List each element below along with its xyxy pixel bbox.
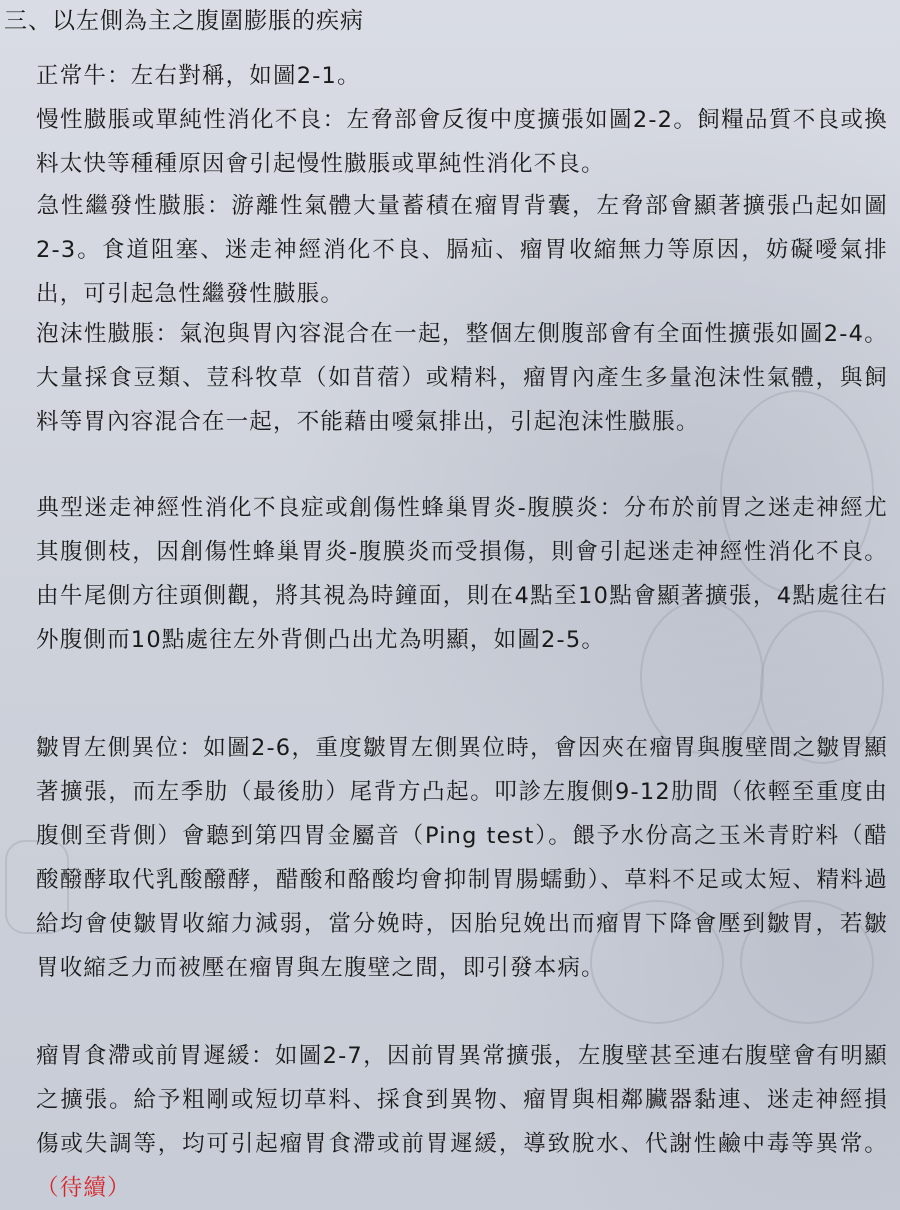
item-number [6, 54, 36, 98]
list-item-4 [6, 312, 888, 444]
item-number [6, 312, 36, 356]
item-number [6, 184, 36, 228]
item-number [6, 486, 36, 530]
section-heading: 三、以左側為主之腹圍膨脹的疾病 [4, 8, 364, 34]
item-text: 正常牛：左右對稱，如圖2-1。 [36, 63, 361, 89]
item-text: 急性繼發性臌脹：游離性氣體大量蓄積在瘤胃背囊，左脅部會顯著擴張凸起如圖2-3。食道阻塞、迷走神經消化不良、膈疝、瘤胃收縮無力等原因，妨礙噯氣排出，可引起急性繼發性臌脹。 [36, 193, 888, 307]
item-text: 瘤胃食滯或前胃遲緩：如圖2-7，因前胃異常擴張，左腹壁甚至連右腹壁會有明顯之擴張。給予粗剛或短切草料、採食到異物、瘤胃與相鄰臟器黏連、迷走神經損傷或失調等，均可引起瘤胃食滯或前胃遲緩，導致脫水、代謝性鹼中毒等異常。 [36, 1043, 888, 1157]
list-item-3 [6, 184, 888, 316]
item-text: 典型迷走神經性消化不良症或創傷性蜂巢胃炎-腹膜炎：分布於前胃之迷走神經尤其腹側枝，因創傷性蜂巢胃炎-腹膜炎而受損傷，則會引起迷走神經性消化不良。由牛尾側方往頭側觀，將其視為時鐘面，則在4點至10點會顯著擴張，4點處往右外腹側而10點處往左外背側凸出尤為明顯，如圖2-5。 [36, 495, 888, 653]
list-item-5 [6, 486, 888, 662]
item-text: 皺胃左側異位：如圖2-6，重度皺胃左側異位時，會因夾在瘤胃與腹壁間之皺胃顯著擴張，而左季肋（最後肋）尾背方凸起。叩診左腹側9-12肋間（依輕至重度由腹側至背側）會聽到第四胃金屬音（Ping test）。餵予水份高之玉米青貯料（醋酸醱酵取代乳酸醱酵，醋酸和酪酸均會抑制胃腸蠕動）、草料不足或太短、精料過給均會使皺胃收縮力減弱，當分娩時，因胎兒娩出而瘤胃下降會壓到皺胃，若皺胃收縮乏力而被壓在瘤胃與左腹壁之間，即引發本病。 [36, 735, 888, 981]
list-item-7 [6, 1034, 888, 1210]
item-number [6, 98, 36, 142]
list-item-2 [6, 98, 888, 186]
item-text: 慢性臌脹或單純性消化不良：左脅部會反復中度擴張如圖2-2。飼糧品質不良或換料太快等種種原因會引起慢性臌脹或單純性消化不良。 [36, 107, 888, 177]
item-number [6, 1034, 36, 1078]
list-item-1 [6, 54, 888, 98]
list-item-6 [6, 726, 888, 990]
to-be-continued-label: （待續） [36, 1175, 131, 1201]
item-text: 泡沫性臌脹：氣泡與胃內容混合在一起，整個左側腹部會有全面性擴張如圖2-4。大量採食豆類、荳科牧草（如苜蓿）或精料，瘤胃內產生多量泡沫性氣體，與飼料等胃內容混合在一起，不能藉由噯氣排出，引起泡沫性臌脹。 [36, 321, 888, 435]
item-number [6, 726, 36, 770]
